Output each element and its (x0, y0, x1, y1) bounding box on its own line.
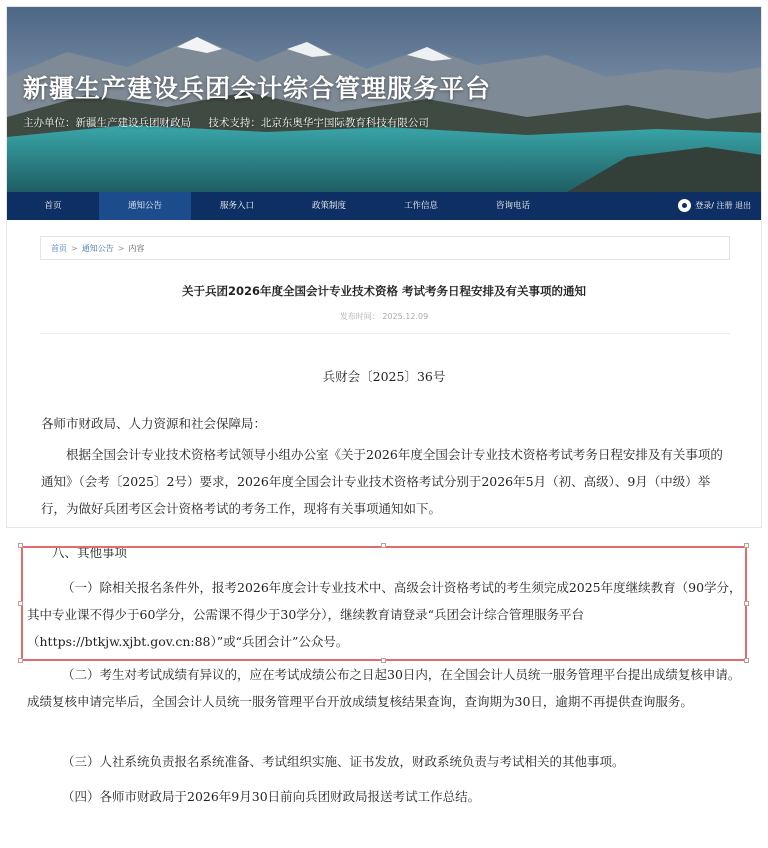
resize-handle[interactable] (744, 601, 749, 606)
article-title: 关于兵团2026年度全国会计专业技术资格 考试考务日程安排及有关事项的通知 (181, 284, 586, 298)
intro-paragraph: 根据全国会计专业技术资格考试领导小组办公室《关于2026年度全国会计专业技术资格考试考务日程安排及有关事项的通知》（会考〔2025〕2号）要求，2026年度全国会计专业技术资格考试分别于2026年5月（初、高级）、9月（中级）举行，为做好兵团考区会计资格考试的考务工作，现将有关事项通知如下。 (41, 447, 723, 516)
breadcrumb-current: 内容 (128, 243, 145, 253)
main-nav (7, 192, 761, 220)
resize-handle[interactable] (744, 543, 749, 548)
breadcrumb (40, 236, 730, 260)
breadcrumb-notices[interactable]: 通知公告 (81, 243, 114, 253)
item-two-paragraph: （二）考生对考试成绩有异议的，应在考试成绩公布之日起30日内，在全国会计人员统一服务管理平台提出成绩复核申请。成绩复核申请完毕后，全国会计人员统一服务管理平台开放成绩复核结果查询，查询期为30日，逾期不再提供查询服务。 (27, 667, 741, 709)
section-heading: 八、其他事项 (52, 545, 128, 560)
item-three-paragraph: （三）人社系统负责报名系统准备、考试组织实施、证书发放，财政系统负责与考试相关的其他事项。 (62, 754, 625, 769)
sponsor-text: 主办单位：新疆生产建设兵团财政局 (23, 117, 191, 129)
title-divider (40, 333, 730, 334)
nav-item-notices[interactable]: 通知公告 (99, 192, 191, 220)
document-number: 兵财会〔2025〕36号 (322, 369, 446, 384)
nav-item-hotline[interactable]: 咨询电话 (495, 201, 530, 211)
nav-item-services[interactable]: 服务入口 (219, 201, 254, 211)
resize-handle[interactable] (18, 543, 23, 548)
item-four-paragraph: （四）各师市财政局于2026年9月30日前向兵团财政局报送考试工作总结。 (62, 789, 481, 804)
user-icon (678, 199, 691, 212)
resize-handle[interactable] (381, 543, 386, 548)
breadcrumb-home[interactable]: 首页 (51, 243, 67, 253)
item-one-paragraph: （一）除相关报名条件外，报考2026年度会计专业技术中、高级会计资格考试的考生须完成2025年度继续教育（90学分，其中专业课不得少于60学分，公需课不得少于30学分），继续教育请登录“兵团会计综合管理服务平台（https://btkjw.xjbt.gov.cn:88）”或“兵团会计”公众号。 (27, 580, 742, 649)
login-register-logout[interactable] (678, 199, 751, 212)
nav-item-home[interactable]: 首页 (44, 201, 62, 211)
site-title: 新疆生产建设兵团会计综合管理服务平台 (23, 74, 492, 103)
resize-handle[interactable] (744, 658, 749, 663)
user-links[interactable]: 登录/ 注册 退出 (695, 201, 751, 210)
site-credits (23, 115, 443, 130)
article-date: 发布时间： 2025.12.09 (339, 312, 429, 321)
breadcrumb-separator: > (117, 243, 125, 253)
resize-handle[interactable] (18, 658, 23, 663)
nav-item-work-info[interactable]: 工作信息 (403, 201, 438, 211)
addressee: 各师市财政局、人力资源和社会保障局： (41, 416, 267, 431)
nav-item-policies[interactable]: 政策制度 (311, 201, 346, 211)
tech-support-text: 技术支持：北京东奥华宇国际教育科技有限公司 (208, 117, 429, 129)
resize-handle[interactable] (18, 601, 23, 606)
breadcrumb-separator: > (71, 243, 78, 253)
site-banner (7, 7, 761, 192)
